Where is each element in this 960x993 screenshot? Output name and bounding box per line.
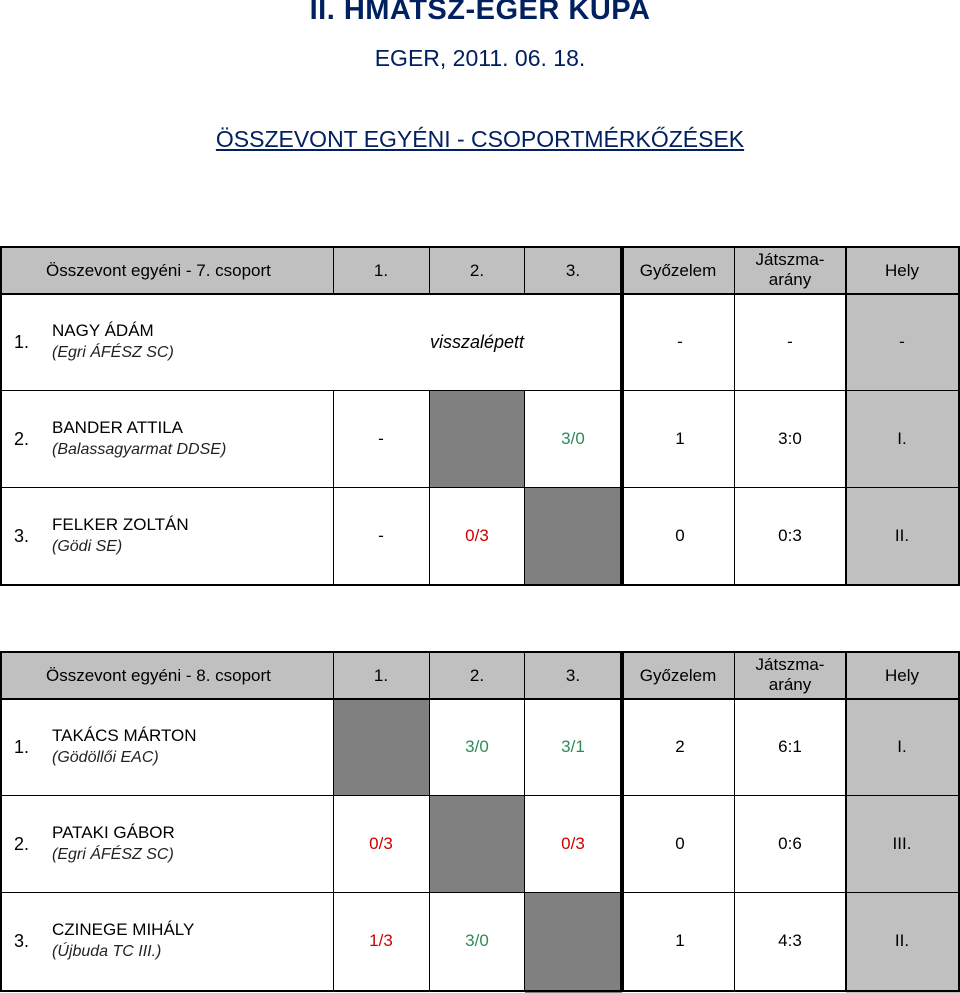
row-line [0, 293, 960, 295]
player-name: TAKÁCS MÁRTON [52, 726, 197, 745]
place: I. [897, 737, 907, 756]
player-club: (Gödi SE) [52, 538, 123, 555]
col-line [333, 246, 334, 294]
group-name: Összevont egyéni - 7. csoport [46, 261, 271, 280]
player-number: 3. [14, 931, 30, 951]
result-vs-2: 3/0 [465, 931, 489, 950]
row-line [0, 892, 960, 893]
row-line [0, 795, 960, 796]
col-header-wins: Győzelem [639, 261, 717, 280]
result-vs-1: 0/3 [369, 834, 393, 853]
result-vs-3: 3/1 [561, 737, 585, 756]
player-number: 1. [14, 332, 30, 352]
col-header-2: 2. [469, 666, 485, 685]
col-header-2: 2. [469, 261, 485, 280]
blocked-cell [334, 699, 429, 796]
game-ratio: 0:6 [778, 834, 802, 853]
wins: - [677, 332, 683, 351]
col-header-ratio-line1: Játszma- [755, 250, 825, 269]
result-vs-3: 0/3 [561, 834, 585, 853]
table-border [0, 246, 960, 248]
result-vs-2: 0/3 [465, 526, 489, 545]
withdrawn-note: visszalépett [429, 332, 525, 352]
blocked-cell [525, 488, 622, 586]
game-ratio: 0:3 [778, 526, 802, 545]
col-line [429, 246, 430, 294]
place: II. [894, 526, 910, 545]
result-vs-3: 3/0 [561, 429, 585, 448]
player-number: 3. [14, 526, 30, 546]
table-border [0, 990, 960, 992]
wins: 0 [675, 834, 685, 853]
col-line [333, 391, 334, 586]
col-line [734, 651, 735, 992]
result-vs-1: - [378, 526, 384, 545]
col-line [845, 651, 847, 992]
game-ratio: 4:3 [778, 931, 802, 950]
player-name: CZINEGE MIHÁLY [52, 920, 195, 939]
col-line [734, 246, 735, 586]
place: - [899, 332, 905, 351]
player-name: PATAKI GÁBOR [52, 823, 175, 842]
event-date: EGER, 2011. 06. 18. [374, 45, 586, 71]
player-number: 1. [14, 737, 30, 757]
col-header-1: 1. [373, 666, 389, 685]
table-border [0, 246, 2, 586]
wins: 2 [675, 737, 685, 756]
group-name: Összevont egyéni - 8. csoport [46, 666, 271, 685]
player-name: NAGY ÁDÁM [52, 321, 154, 340]
result-vs-2: 3/0 [465, 737, 489, 756]
page-title: II. HMATSZ-EGER KUPA [309, 0, 651, 26]
col-header-ratio-line1: Játszma- [755, 655, 825, 674]
player-club: (Gödöllői EAC) [52, 749, 159, 766]
game-ratio: 6:1 [778, 737, 802, 756]
player-club: (Újbuda TC III.) [52, 943, 162, 960]
wins: 1 [675, 429, 685, 448]
col-header-ratio-line2: arány [768, 675, 812, 694]
player-club: (Egri ÁFÉSZ SC) [52, 846, 174, 863]
col-header-wins: Győzelem [639, 666, 717, 685]
wins: 1 [675, 931, 685, 950]
place: I. [897, 429, 907, 448]
col-line-thick [620, 246, 624, 586]
row-line [0, 698, 960, 700]
group-table-8 [0, 651, 960, 993]
section-heading: ÖSSZEVONT EGYÉNI - CSOPORTMÉRKŐZÉSEK [215, 126, 745, 152]
blocked-cell [430, 796, 525, 893]
col-line-thick [620, 651, 624, 992]
col-line [524, 391, 525, 586]
result-vs-1: - [378, 429, 384, 448]
col-header-3: 3. [565, 261, 581, 280]
col-line [429, 391, 430, 586]
row-line [0, 390, 960, 391]
col-line [429, 651, 430, 992]
col-line [333, 651, 334, 992]
player-number: 2. [14, 834, 30, 854]
result-vs-1: 1/3 [369, 931, 393, 950]
group-table-7 [0, 246, 960, 586]
col-header-ratio [756, 655, 825, 695]
game-ratio: - [787, 332, 793, 351]
col-header-ratio-line2: arány [768, 270, 812, 289]
player-name: FELKER ZOLTÁN [52, 515, 189, 534]
col-line [524, 651, 525, 992]
blocked-cell [430, 391, 525, 488]
col-line [845, 246, 847, 586]
blocked-cell [525, 893, 622, 993]
col-header-place: Hely [884, 666, 920, 685]
col-line [524, 246, 525, 294]
table-border [0, 651, 2, 992]
table-border [0, 584, 960, 586]
player-club: (Egri ÁFÉSZ SC) [52, 344, 174, 361]
col-header-place: Hely [884, 261, 920, 280]
wins: 0 [675, 526, 685, 545]
game-ratio: 3:0 [778, 429, 802, 448]
place: II. [894, 931, 910, 950]
col-header-1: 1. [373, 261, 389, 280]
col-header-3: 3. [565, 666, 581, 685]
player-name: BANDER ATTILA [52, 418, 183, 437]
player-number: 2. [14, 429, 30, 449]
player-club: (Balassagyarmat DDSE) [52, 441, 227, 458]
row-line [0, 487, 960, 488]
table-border [0, 651, 960, 653]
col-header-ratio [756, 250, 825, 290]
place: III. [892, 834, 912, 853]
